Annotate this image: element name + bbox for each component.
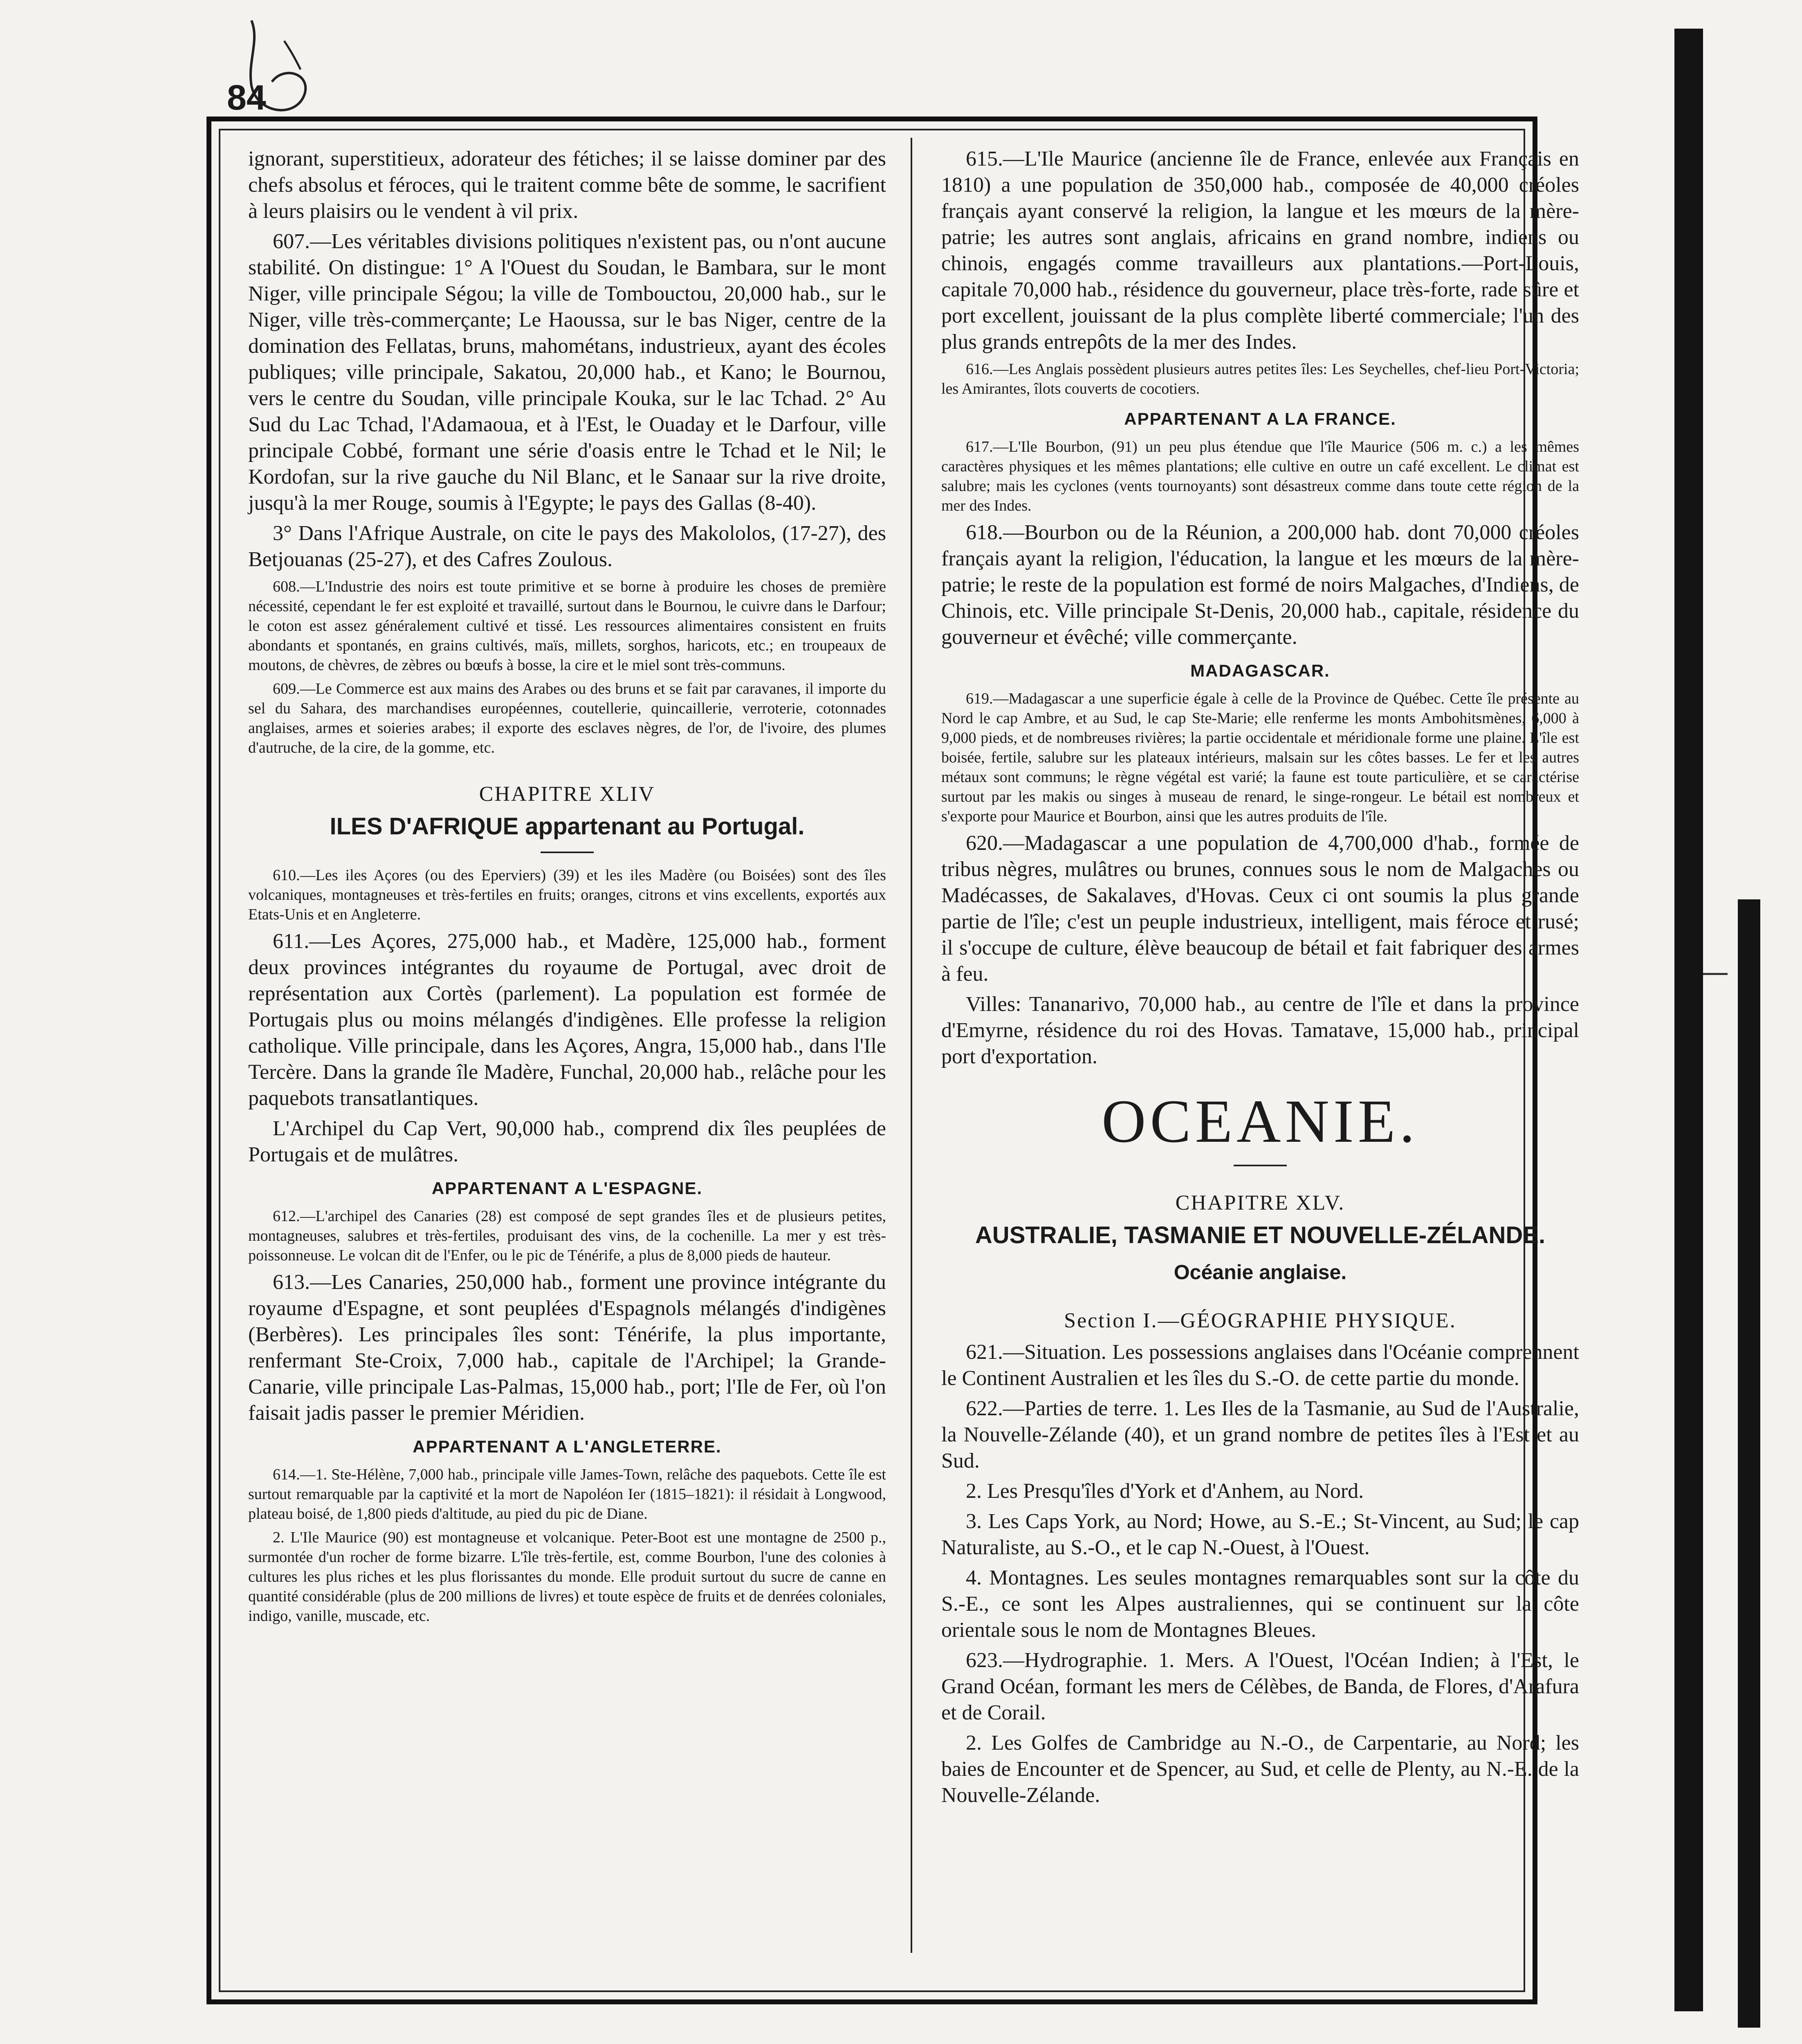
paragraph: ignorant, superstitieux, adorateur des fétiches; il se laisse dominer par des chefs absolus et féroces, qui le traitent comme bête de somme, le sacrifient à leurs plaisirs ou le vendent à vil prix. [248,147,886,223]
paragraph: 3° Dans l'Afrique Australe, on cite le pays des Makololos, (17-27), des Betjouanas (25-27), et des Cafres Zoulous. [248,522,886,571]
left-column [248,146,886,1630]
adjacent-page-edge-2 [1738,899,1760,2028]
column-divider [911,138,912,1953]
adjacent-page-edge [1674,29,1703,2011]
heading: Section I.—GÉOGRAPHIE PHYSIQUE. [1064,1309,1456,1332]
paragraph: 3. Les Caps York, au Nord; Howe, au S.-E.; St-Vincent, au Sud; le cap Naturaliste, au S.-O., et le cap N.-Ouest, à l'Ouest. [941,1510,1579,1559]
paragraph: 622.—Parties de terre. 1. Les Iles de la Tasmanie, au Sud de l'Australie, la Nouvelle-Zélande (40), et un grand nombre de petites îles à l'Est et au Sud. [941,1397,1579,1472]
paragraph: Villes: Tananarivo, 70,000 hab., au centre de l'île et dans la province d'Emyrne, résidence du roi des Hovas. Tamatave, 15,000 hab., principal port d'exportation. [941,993,1579,1068]
paragraph: 609.—Le Commerce est aux mains des Arabes ou des bruns et se fait par caravanes, il importe du sel du Sahara, des marchandises européennes, coutellerie, quincaillerie, verroterie, cotonnades anglaises, armes et soieries arabes; il exporte des esclaves nègres, de l'or, de l'ivoire, des plumes d'autruche, de la cire, de la gomme, etc. [248,680,886,756]
heading: MADAGASCAR. [1190,661,1330,680]
paragraph: 615.—L'Ile Maurice (ancienne île de France, enlevée aux Français en 1810) a une population de 350,000 hab., composée de 40,000 créoles français ayant conservé la religion, la langue et les mœurs de la mère-patrie; les autres sont anglais, africains en grand nombre, indiens ou chinois, engagés comme travailleurs aux plantations.—Port-Louis, capitale 70,000 hab., résidence du gouverneur, place très-forte, rade sûre et port excellent, jouissant de la plus complète liberté commerciale; l'un des plus grands entrepôts de la mer des Indes. [941,147,1579,354]
paragraph: 621.—Situation. Les possessions anglaises dans l'Océanie comprennent le Continent Australien et les îles du S.-O. de cette partie du monde. [941,1340,1579,1390]
section-rule [541,852,594,853]
right-column [941,146,1579,1813]
paragraph: 618.—Bourbon ou de la Réunion, a 200,000 hab. dont 70,000 créoles français ayant la religion, l'éducation, la langue et les mœurs de la mère-patrie; le reste de la population est formé de noirs Malgaches, d'Indiens, de Chinois, etc. Ville principale St-Denis, 20,000 hab., capitale, résidence du gouverneur et évêché; ville commerçante. [941,521,1579,649]
paragraph: 2. Les Golfes de Cambridge au N.-O., de Carpentarie, au Nord; les baies de Encounter et de Spencer, au Sud, et celle de Plenty, au N.-E. de la Nouvelle-Zélande. [941,1731,1579,1807]
paragraph: L'Archipel du Cap Vert, 90,000 hab., comprend dix îles peuplées de Portugais et de mulâtres. [248,1117,886,1166]
paragraph: 2. L'Ile Maurice (90) est montagneuse et volcanique. Peter-Boot est une montagne de 2500 p., surmontée d'un rocher de forme bizarre. L'île très-fertile, est, comme Bourbon, l'une des colonies à cultures les plus riches et les plus florissantes du monde. Elle produit surtout du sucre de canne en quantité considérable (plus de 200 millions de livres) et toute espèce de fruits et de denrées coloniales, indigo, vanille, muscade, etc. [248,1529,886,1625]
page-frame [206,117,1579,2004]
paragraph: 2. Les Presqu'îles d'York et d'Anhem, au Nord. [966,1479,1364,1503]
heading: Océanie anglaise. [1174,1261,1347,1284]
paragraph: 620.—Madagascar a une population de 4,700,000 d'hab., formée de tribus nègres, mulâtres ou brunes, connues sous le nom de Malgaches ou Madécasses, de Sakalaves, d'Hovas. Ceux ci ont soumis la plus grande partie de l'île; c'est un peuple industrieux, intelligent, mais féroce et rusé; il s'occupe de culture, élève beaucoup de bétail et fait fabriquer des armes à feu. [941,831,1579,986]
heading: APPARTENANT A LA FRANCE. [1124,409,1396,428]
heading: CHAPITRE XLV. [1175,1191,1345,1215]
section-rule [1234,1165,1287,1166]
paragraph: 607.—Les véritables divisions politiques n'existent pas, ou n'ont aucune stabilité. On distingue: 1° A l'Ouest du Soudan, le Bambara, sur le mont Niger, ville principale Ségou; la ville de Tombouctou, 20,000 hab., sur le Niger, ville très-commerçante; Le Haoussa, sur le bas Niger, centre de la domination des Fellatas, bruns, mahométans, industrieux, ayant des écoles publiques; ville principale, Sakatou, 20,000 hab., et Kano; le Bournou, vers le centre du Soudan, ville principale Kouka, sur le lac Tchad. 2° Au Sud du Lac Tchad, l'Adamaoua, et à l'Est, le Ouaday et le Darfour, ville principale Cobbé, formant une série d'oasis entre le Tchad et le Nil; le Kordofan, sur la rive gauche du Nil Blanc, et le Sanaar sur la rive droite, jusqu'à la mer Rouge, soumis à l'Egypte; le pays des Gallas (8-40). [248,230,886,515]
heading: APPARTENANT A L'ANGLETERRE. [413,1437,722,1456]
paragraph: 617.—L'Ile Bourbon, (91) un peu plus étendue que l'île Maurice (506 m. c.) a les mêmes caractères physiques et les mêmes plantations; elle cultive en outre un café excellent. Le climat est salubre; mais les cyclones (vents tournoyants) sont désastreux comme dans toute cette région de la mer des Indes. [941,438,1579,514]
paragraph: 613.—Les Canaries, 250,000 hab., forment une province intégrante du royaume d'Espagne, et sont peuplées d'Espagnols mélangés d'indigènes (Berbères). Les principales îles sont: Ténérife, la plus importante, renfermant Ste-Croix, 7,000 hab., capitale de l'Archipel; la Grande-Canarie, ville principale Las-Palmas, 15,000 hab., port; l'Ile de Fer, où l'on faisait jadis passer le premier Méridien. [248,1271,886,1425]
paragraph: 611.—Les Açores, 275,000 hab., et Madère, 125,000 hab., forment deux provinces intégrantes du royaume de Portugal, avec droit de représentation aux Cortès (parlement). La population est formée de Portugais plus ou moins mélangés d'indigènes. Elle professe la religion catholique. Ville principale, dans les Açores, Angra, 15,000 hab., dans l'Ile Tercère. Dans la grande île Madère, Funchal, 20,000 hab., relâche pour les paquebots transatlantiques. [248,930,886,1110]
paragraph: 4. Montagnes. Les seules montagnes remarquables sont sur la côte du S.-E., ce sont les Alpes australiennes, qui se continuent sur la côte orientale sous le nom de Montagnes Bleues. [941,1566,1579,1642]
heading: AUSTRALIE, TASMANIE ET NOUVELLE-ZÉLANDE. [975,1222,1546,1248]
paragraph: 619.—Madagascar a une superficie égale à celle de la Province de Québec. Cette île présente au Nord le cap Ambre, et au Sud, le cap Ste-Marie; elle renferme les monts Ambohitsmènes, 6,000 à 9,000 pieds, et de nombreuses rivières; la partie occidentale et méridionale forme une plaine. L'île est boisée, fertile, salubre sur les plateaux intérieurs, malsain sur les côtes basses. Le fer et les autres métaux sont communs; le règne végétal est varié; la faune est toute particulière, et se caractérise surtout par les makis ou singes à museau de renard, le singe-rongeur. Le bétail est nombreux et s'exporte pour Maurice et Bourbon, ainsi que les autres produits de l'île. [941,690,1579,825]
paragraph: 623.—Hydrographie. 1. Mers. A l'Ouest, l'Océan Indien; à l'Est, le Grand Océan, formant les mers de Célèbes, de Banda, de Flores, d'Arafura et de Corail. [941,1649,1579,1724]
page-number: 84 [227,78,266,117]
heading: OCEANIE. [1102,1087,1419,1155]
paragraph: 610.—Les iles Açores (ou des Eperviers) (39) et les iles Madère (ou Boisées) sont des îles volcaniques, montagneuses et très-fertiles en fruits; oranges, citrons et vins excellents, exportés aux Etats-Unis et en Angleterre. [248,867,886,923]
paragraph: 614.—1. Ste-Hélène, 7,000 hab., principale ville James-Town, relâche des paquebots. Cette île est surtout remarquable par la captivité et la mort de Napoléon Ier (1815–1821): il résidait à Longwood, plateau boisé, de 1,800 pieds d'altitude, au pied du pic de Diane. [248,1466,886,1522]
heading: APPARTENANT A L'ESPAGNE. [431,1179,703,1198]
paragraph: 612.—L'archipel des Canaries (28) est composé de sept grandes îles et de plusieurs petites, montagneuses, salubres et très-fertiles, produisant des vins, de la cochenille. La mer y est très-poissonneuse. Le volcan dit de l'Enfer, ou le pic de Ténérife, a plus de 8,000 pieds de hauteur. [248,1208,886,1264]
heading: CHAPITRE XLIV [479,782,655,806]
paragraph: 616.—Les Anglais possèdent plusieurs autres petites îles: Les Seychelles, chef-lieu Port-Victoria; les Amirantes, îlots couverts de cocotiers. [941,361,1579,397]
paragraph: 608.—L'Industrie des noirs est toute primitive et se borne à produire les choses de première nécessité, cependant le fer est exploité et travaillé, surtout dans le Bournou, le cuivre dans le Darfour; le coton est assez généralement cultivé et tissé. Les ressources alimentaires consistent en fruits abondants et spontanés, en grains cultivés, maïs, millets, sorghos, haricots, etc.; en troupeaux de moutons, de chèvres, de zèbres ou bœufs à bosse, la cire et le miel sont très-communs. [248,578,886,674]
edge-rule [1703,973,1728,975]
heading: ILES D'AFRIQUE appartenant au Portugal. [330,813,805,840]
